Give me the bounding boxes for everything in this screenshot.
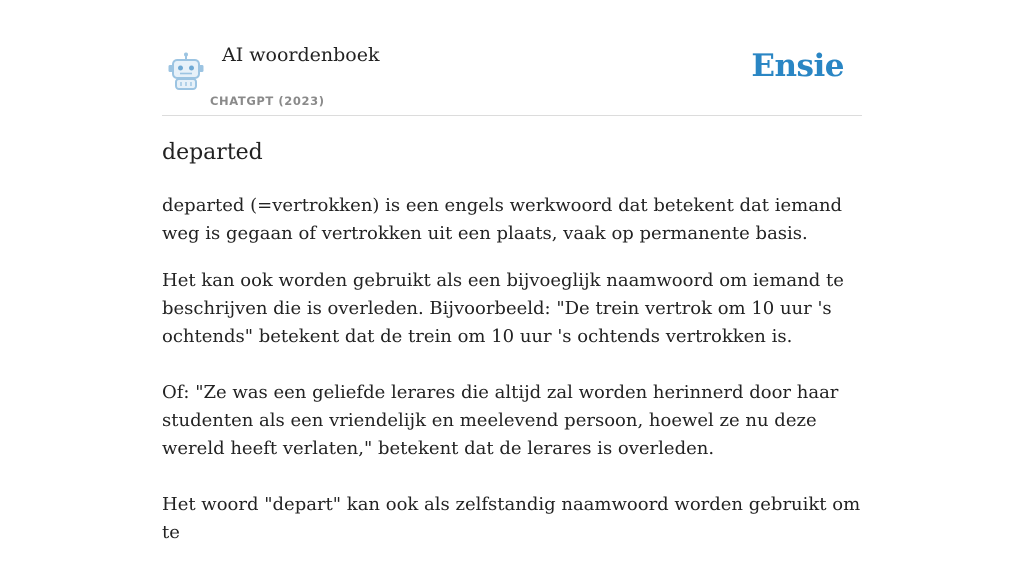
definition-paragraph: Het kan ook worden gebruikt als een bijvoeglijk naamwoord om iemand te beschrijven die is overleden. Bijvoorbeeld: "De trein vertrok om 10 uur 's ochtends" betekent dat de trein om 10 uur 's ochtends vertrokken is.	[162, 270, 844, 347]
source-subtitle: CHATGPT (2023)	[210, 94, 325, 108]
headword: departed	[162, 140, 263, 165]
robot-icon	[166, 52, 206, 90]
entry-container	[162, 0, 862, 543]
definition-paragraph: Of: "Ze was een geliefde lerares die altijd zal worden herinnerd door haar studenten als een vriendelijk en meelevend persoon, hoewel ze nu deze wereld heeft verlaten," betekent dat de lerares is overleden.	[162, 382, 839, 459]
definition-paragraph: Het woord "depart" kan ook als zelfstandig naamwoord worden gebruikt om te	[162, 494, 861, 543]
source-header	[162, 0, 862, 116]
source-title[interactable]: AI woordenboek	[222, 44, 380, 66]
definition-text	[162, 192, 862, 566]
ensie-logo[interactable]: Ensie	[751, 48, 844, 84]
definition-paragraph: departed (=vertrokken) is een engels werkwoord dat betekent dat iemand weg is gegaan of vertrokken uit een plaats, vaak op permanente basis.	[162, 195, 843, 244]
